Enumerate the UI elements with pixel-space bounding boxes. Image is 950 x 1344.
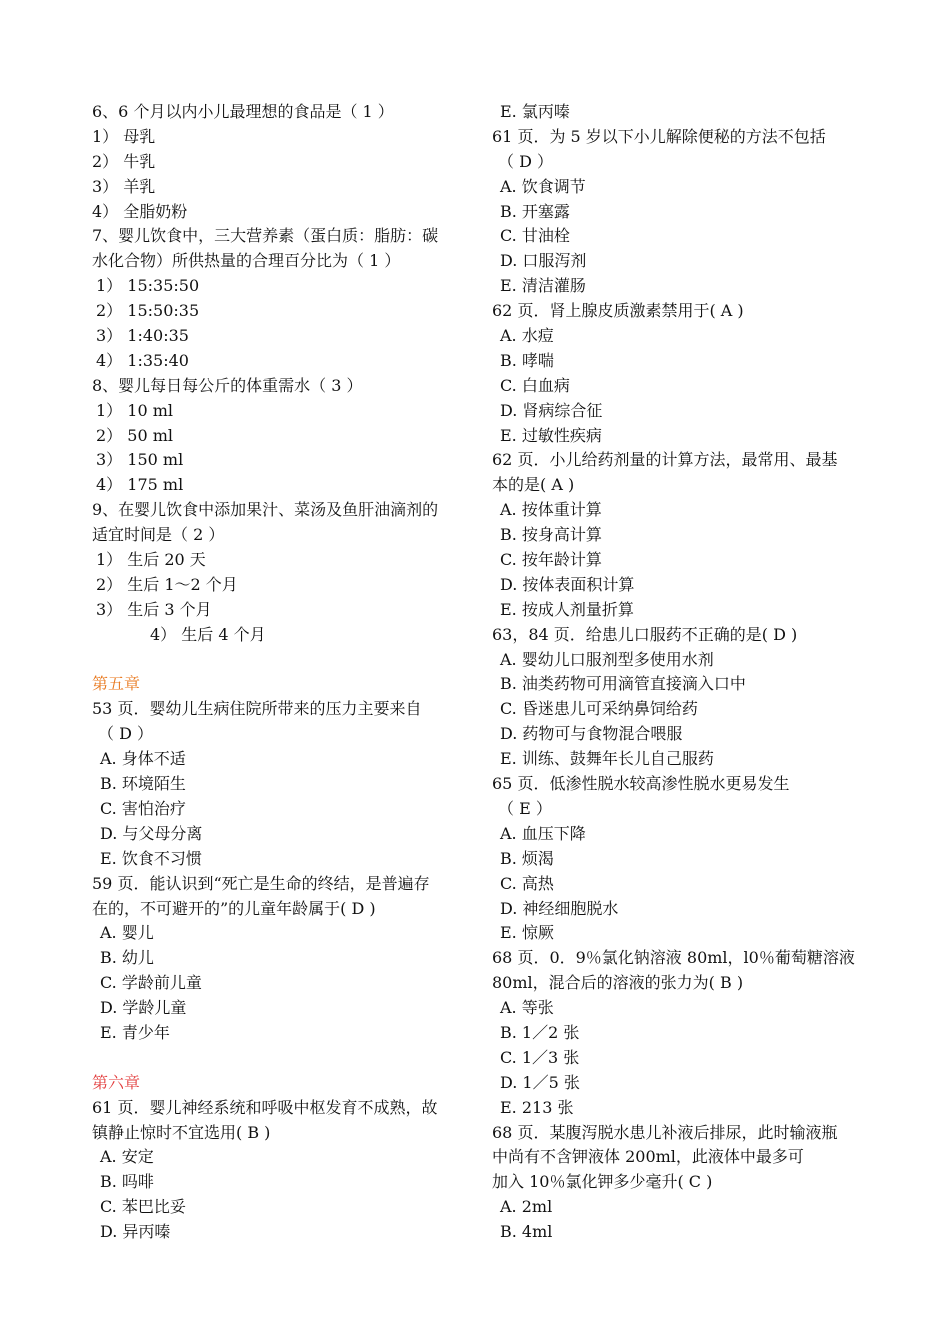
text-line: 2） 生后 1～2 个月 (96, 574, 238, 594)
text-line: 2） 50 ml (96, 425, 174, 445)
blank-line (92, 1046, 462, 1071)
text-line: E. 过敏性疾病 (500, 425, 602, 445)
text-line: 59 页．能认识到“死亡是生命的终结，是普遍存 (92, 873, 430, 893)
text-line: 3） 150 ml (96, 450, 184, 470)
text-line: （ D ） (498, 151, 554, 171)
text-line: A. 水痘 (500, 326, 554, 346)
text-line: B. 4ml (500, 1222, 553, 1242)
text-line: A. 安定 (100, 1147, 154, 1167)
text-line: 4） 生后 4 个月 (150, 624, 266, 644)
right-column (492, 100, 872, 1245)
text-line: E. 饮食不习惯 (100, 848, 202, 868)
text-line: 63，84 页．给患儿口服药不正确的是( D ) (492, 624, 798, 644)
text-line: （ D ） (98, 724, 154, 744)
text-line: 1） 10 ml (96, 400, 174, 420)
chapter-heading: 第五章 (92, 674, 141, 694)
text-line: 本的是( A ) (492, 475, 575, 495)
text-line: E. 213 张 (500, 1097, 574, 1117)
text-line: 3） 生后 3 个月 (96, 599, 212, 619)
text-line: 61 页．婴儿神经系统和呼吸中枢发育不成熟，故 (92, 1097, 438, 1117)
text-line: E. 清洁灌肠 (500, 276, 586, 296)
text-line: 3） 羊乳 (92, 176, 156, 196)
text-line: B. 1／2 张 (500, 1022, 580, 1042)
text-line: C. 昏迷患儿可采纳鼻饲给药 (500, 699, 698, 719)
text-line: 53 页．婴幼儿生病住院所带来的压力主要来自 (92, 699, 422, 719)
text-line: 在的，不可避开的”的儿童年龄属于( D ) (92, 898, 376, 918)
text-line: 4） 1:35:40 (96, 350, 189, 370)
text-line: B. 环境陌生 (100, 774, 186, 794)
text-line: E. 训练、鼓舞年长儿自己服药 (500, 749, 714, 769)
text-line: D. 口服泻剂 (500, 251, 587, 271)
text-line: B. 幼儿 (100, 948, 154, 968)
text-line: 适宜时间是（ 2 ） (92, 525, 225, 545)
text-line: 2） 15:50:35 (96, 301, 200, 321)
text-line: （ E ） (498, 798, 552, 818)
text-line: B. 吗啡 (100, 1172, 154, 1192)
text-line: D. 1／5 张 (500, 1072, 580, 1092)
text-line: 65 页．低渗性脱水较高渗性脱水更易发生 (492, 774, 790, 794)
text-line: 加入 10％氯化钾多少毫升( C ) (492, 1172, 713, 1192)
text-line: A. 按体重计算 (500, 500, 602, 520)
text-line: D. 与父母分离 (100, 823, 203, 843)
text-line: 2） 牛乳 (92, 151, 156, 171)
text-line: 62 页．肾上腺皮质激素禁用于( A ) (492, 301, 744, 321)
text-line: 1） 15:35:50 (96, 276, 200, 296)
text-line: C. 甘油栓 (500, 226, 570, 246)
text-line: 80ml，混合后的溶液的张力为( B ) (492, 973, 744, 993)
text-line: D. 按体表面积计算 (500, 574, 635, 594)
text-line: 4） 全脂奶粉 (92, 201, 188, 221)
text-line: A. 等张 (500, 998, 554, 1018)
chapter-heading: 第六章 (92, 1072, 141, 1092)
text-line: E. 按成人剂量折算 (500, 599, 634, 619)
text-line: C. 白血病 (500, 375, 570, 395)
text-line: C. 学龄前儿童 (100, 973, 202, 993)
text-line: C. 按年龄计算 (500, 550, 602, 570)
text-line: 8、婴儿每日每公斤的体重需水（ 3 ） (92, 375, 363, 395)
text-line: 68 页．某腹泻脱水患儿补液后排尿，此时输液瓶 (492, 1122, 838, 1142)
text-line: A. 婴儿 (100, 923, 154, 943)
text-line: C. 高热 (500, 873, 554, 893)
text-line: D. 学龄儿童 (100, 998, 187, 1018)
text-line: A. 2ml (500, 1197, 553, 1217)
text-line: C. 害怕治疗 (100, 798, 186, 818)
text-line: A. 血压下降 (500, 823, 586, 843)
text-line: D. 神经细胞脱水 (500, 898, 619, 918)
text-line: 6、6 个月以内小儿最理想的食品是（ 1 ） (92, 102, 394, 121)
text-line: C. 1／3 张 (500, 1047, 580, 1067)
text-line: B. 开塞露 (500, 201, 570, 221)
text-line: E. 青少年 (100, 1022, 170, 1042)
text-line: D. 药物可与食物混合喂服 (500, 724, 683, 744)
text-line: 水化合物）所供热量的合理百分比为（ 1 ） (92, 251, 401, 271)
text-line: E. 惊厥 (500, 923, 554, 943)
text-line: 4） 175 ml (96, 475, 184, 495)
text-line: 镇静止惊时不宜选用( B ) (92, 1122, 271, 1142)
text-line: B. 油类药物可用滴管直接滴入口中 (500, 674, 746, 694)
text-line: 1） 母乳 (92, 126, 156, 146)
text-line: A. 饮食调节 (500, 176, 586, 196)
text-line: D. 异丙嗪 (100, 1222, 171, 1242)
text-line: 68 页．0．9％氯化钠溶液 80ml，l0％葡萄糖溶液 (492, 948, 855, 968)
text-line: 1） 生后 20 天 (96, 550, 206, 570)
text-line: A. 婴幼儿口服剂型多使用水剂 (500, 649, 714, 669)
text-line: C. 苯巴比妥 (100, 1197, 186, 1217)
text-line: 中尚有不含钾液体 200ml，此液体中最多可 (492, 1147, 804, 1167)
text-line: E. 氯丙嗪 (500, 102, 570, 121)
text-line: B. 哮喘 (500, 350, 554, 370)
text-line: A. 身体不适 (100, 749, 186, 769)
blank-line (92, 648, 462, 673)
text-line: 62 页．小儿给药剂量的计算方法，最常用、最基 (492, 450, 838, 470)
text-line: 9、在婴儿饮食中添加果汁、菜汤及鱼肝油滴剂的 (92, 500, 439, 520)
text-line: 61 页．为 5 岁以下小儿解除便秘的方法不包括 (492, 126, 826, 146)
text-line: B. 烦渴 (500, 848, 554, 868)
left-column (92, 100, 462, 1245)
text-line: B. 按身高计算 (500, 525, 602, 545)
text-line: 3） 1:40:35 (96, 326, 189, 346)
text-line: D. 肾病综合征 (500, 400, 603, 420)
text-line: 7、婴儿饮食中，三大营养素（蛋白质：脂肪：碳 (92, 226, 439, 246)
